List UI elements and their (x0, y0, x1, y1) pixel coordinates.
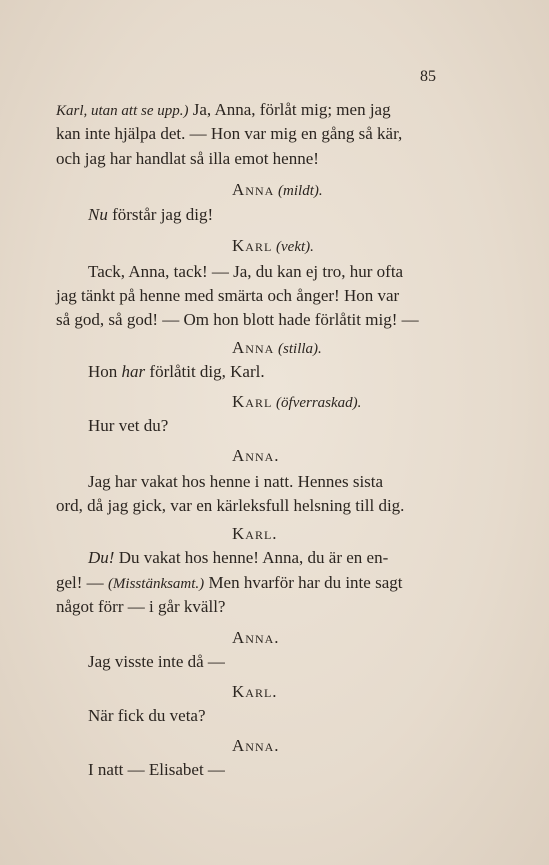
text-segment: Nu (88, 205, 108, 224)
text-segment: gel! — (56, 573, 108, 592)
page-number: 85 (420, 68, 436, 85)
text-segment: har (121, 362, 146, 381)
speaker-heading (232, 392, 361, 413)
text-line (56, 286, 399, 306)
text-line (56, 597, 225, 617)
text-line (88, 706, 206, 726)
stage-direction: (öfverraskad). (272, 395, 362, 411)
speaker-heading (232, 736, 280, 756)
text-line (88, 416, 168, 436)
text-segment: något förr — i går kväll? (56, 597, 226, 616)
speaker-name: Anna (232, 180, 275, 199)
stage-direction: (mildt). (274, 183, 323, 199)
text-line (56, 573, 402, 594)
text-line (88, 548, 388, 568)
speaker-name: Anna. (232, 628, 280, 647)
text-line (88, 472, 383, 492)
text-segment: förlåtit dig, Karl. (145, 362, 265, 381)
speaker-name: Anna. (232, 736, 280, 755)
stage-direction: Karl, utan att se upp.) (56, 103, 189, 119)
speaker-heading (232, 524, 278, 544)
text-line (56, 496, 404, 516)
text-line (56, 124, 402, 144)
text-segment: Hur vet du? (88, 416, 169, 435)
text-segment: förstår jag dig! (107, 205, 214, 224)
text-segment: Du! (88, 548, 115, 567)
speaker-name: Anna. (232, 446, 280, 465)
speaker-heading (232, 682, 278, 702)
stage-direction: (Misstänksamt.) (107, 576, 205, 592)
text-segment: Men hvarför har du inte sagt (204, 573, 403, 592)
text-segment: Hon (88, 362, 122, 381)
speaker-name: Anna (232, 338, 275, 357)
speaker-heading (232, 236, 314, 257)
speaker-name: Karl. (232, 682, 278, 701)
text-line (56, 310, 419, 330)
text-segment: Jag har vakat hos henne i natt. Hennes sista (88, 472, 384, 491)
text-segment: kan inte hjälpa det. — Hon var mig en gång så kär, (56, 124, 403, 143)
text-segment: och jag har handlat så illa emot henne! (56, 149, 319, 168)
text-segment: så god, så god! — Om hon blott hade förlåtit mig! — (56, 310, 419, 329)
text-line (88, 652, 225, 672)
text-segment: I natt — Elisabet — (88, 760, 225, 779)
speaker-name: Karl. (232, 524, 278, 543)
stage-direction: (stilla). (274, 341, 322, 357)
text-line (88, 262, 403, 282)
text-line (56, 149, 319, 169)
speaker-name: Karl (232, 392, 273, 411)
stage-direction: (vekt). (272, 239, 314, 255)
speaker-heading (232, 628, 280, 648)
text-line (88, 760, 225, 780)
text-segment: När fick du veta? (88, 706, 206, 725)
text-line (88, 362, 265, 382)
speaker-heading (232, 338, 322, 359)
text-segment: ord, då jag gick, var en kärleksfull helsning till dig. (56, 496, 405, 515)
text-segment: Jag visste inte då — (88, 652, 225, 671)
text-segment: Tack, Anna, tack! — Ja, du kan ej tro, hur ofta (88, 262, 404, 281)
text-segment: Du vakat hos henne! Anna, du är en en- (114, 548, 389, 567)
text-line (88, 205, 213, 225)
text-segment: jag tänkt på henne med smärta och ånger! Hon var (56, 286, 400, 305)
text-segment: Ja, Anna, förlåt mig; men jag (188, 100, 391, 119)
speaker-heading (232, 180, 323, 201)
speaker-name: Karl (232, 236, 273, 255)
text-line (56, 100, 391, 121)
speaker-heading (232, 446, 280, 466)
